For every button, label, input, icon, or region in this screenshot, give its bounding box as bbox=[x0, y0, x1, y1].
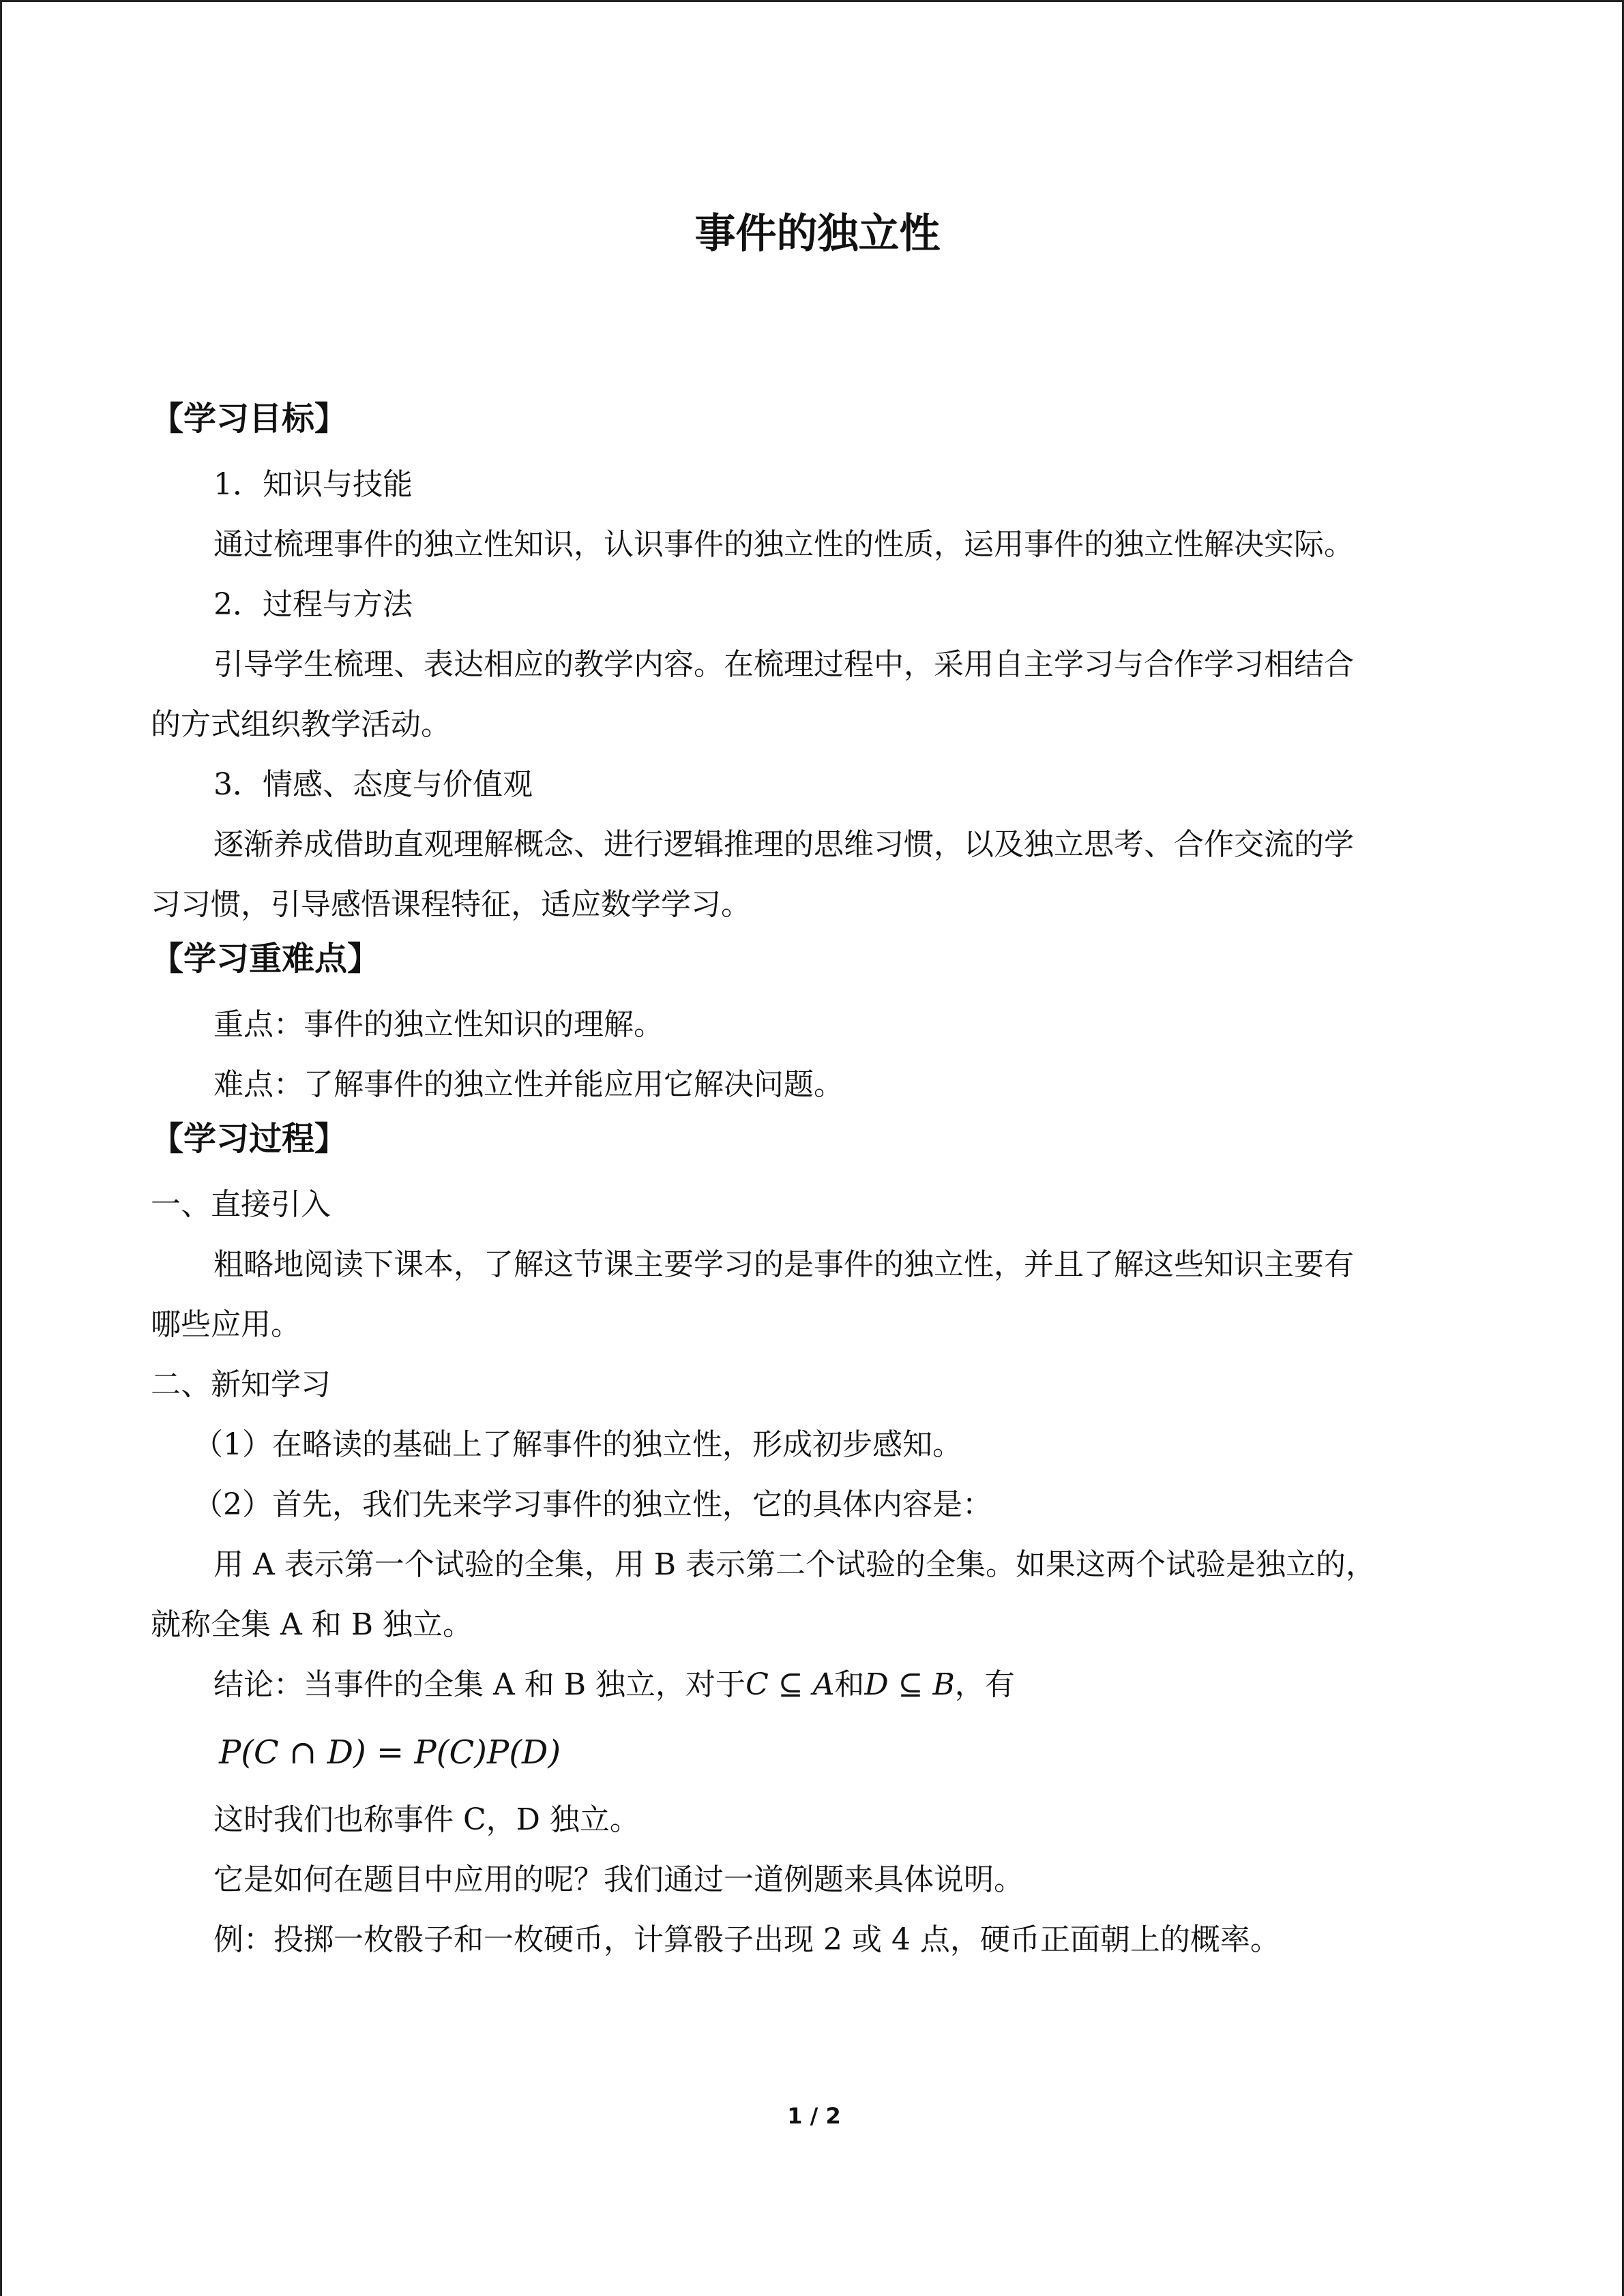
spacer bbox=[151, 1163, 1484, 1175]
spacer bbox=[151, 983, 1484, 995]
section-heading-objectives: 【学习目标】 bbox=[151, 400, 348, 438]
objective-item-3-text-line2: 习习惯，引导感悟课程特征，适应数学学习。 bbox=[151, 887, 751, 922]
objective-item-2-text-line2: 的方式组织教学活动。 bbox=[151, 707, 451, 742]
conclusion-prefix: 结论：当事件的全集 A 和 B 独立，对于 bbox=[213, 1667, 746, 1702]
objective-item-3: 3．情感、态度与价值观 bbox=[213, 767, 533, 802]
page-number: 1 / 2 bbox=[787, 2103, 841, 2129]
objective-item-1: 1．知识与技能 bbox=[213, 467, 413, 502]
conclusion-suffix: ，有 bbox=[954, 1667, 1015, 1702]
process-part-1-text-line1: 粗略地阅读下课本，了解这节课主要学习的是事件的独立性，并且了解这些知识主要有 bbox=[213, 1247, 1354, 1282]
conclusion-and: 和 bbox=[834, 1667, 865, 1702]
example-problem: 例：投掷一枚骰子和一枚硬币，计算骰子出现 2 或 4 点，硬币正面朝上的概率。 bbox=[213, 1922, 1280, 1957]
conclusion-math-c-subset-a: C ⊆ A bbox=[745, 1667, 835, 1702]
spacer bbox=[151, 261, 1484, 395]
objective-item-2-text-line1: 引导学生梳理、表达相应的教学内容。在梳理过程中，采用自主学习与合作学习相结合 bbox=[213, 647, 1354, 682]
keypoint-difficulty: 难点：了解事件的独立性并能应用它解决问题。 bbox=[213, 1067, 844, 1102]
process-step-2: （2）首先，我们先来学习事件的独立性，它的具体内容是： bbox=[193, 1487, 992, 1522]
objective-item-3-text-line1: 逐渐养成借助直观理解概念、进行逻辑推理的思维习惯，以及独立思考、合作交流的学 bbox=[213, 827, 1354, 862]
process-part-1: 一、直接引入 bbox=[151, 1187, 331, 1222]
definition-line2: 就称全集 A 和 B 独立。 bbox=[151, 1607, 473, 1642]
section-heading-keypoints: 【学习重难点】 bbox=[151, 940, 381, 978]
page-content bbox=[151, 207, 1484, 1970]
page-title: 事件的独立性 bbox=[694, 210, 941, 258]
independence-formula: P(C ∩ D) = P(C)P(D) bbox=[219, 1733, 561, 1772]
conclusion-math-d-subset-b: D ⊆ B bbox=[864, 1667, 955, 1702]
application-question: 它是如何在题目中应用的呢？我们通过一道例题来具体说明。 bbox=[213, 1862, 1024, 1897]
independence-also: 这时我们也称事件 C，D 独立。 bbox=[213, 1802, 640, 1837]
process-part-2: 二、新知学习 bbox=[151, 1367, 331, 1402]
process-part-1-text-line2: 哪些应用。 bbox=[151, 1307, 301, 1342]
conclusion-line bbox=[151, 1655, 1484, 1715]
definition-line1: 用 A 表示第一个试验的全集，用 B 表示第二个试验的全集。如果这两个试验是独立的， bbox=[213, 1547, 1376, 1582]
objective-item-1-text: 通过梳理事件的独立性知识，认识事件的独立性的性质，运用事件的独立性解决实际。 bbox=[213, 527, 1354, 562]
keypoint-focus: 重点：事件的独立性知识的理解。 bbox=[213, 1007, 664, 1042]
spacer bbox=[151, 443, 1484, 455]
section-heading-process: 【学习过程】 bbox=[151, 1120, 348, 1158]
process-step-1: （1）在略读的基础上了解事件的独立性，形成初步感知。 bbox=[193, 1427, 962, 1462]
objective-item-2: 2．过程与方法 bbox=[213, 587, 413, 622]
